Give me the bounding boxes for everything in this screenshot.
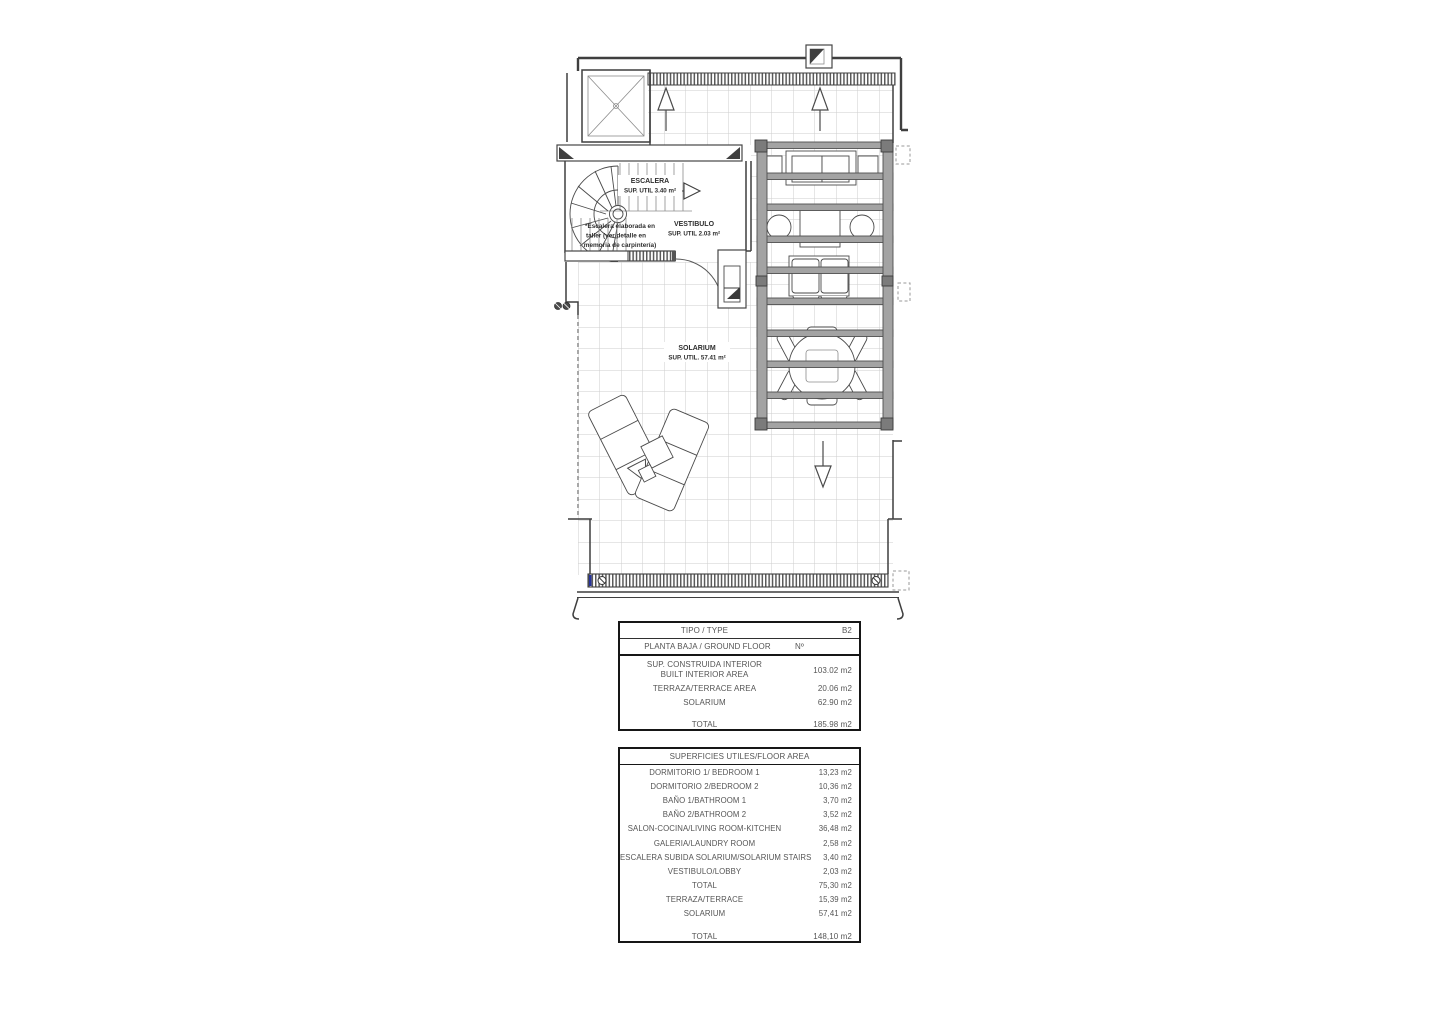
table-row — [620, 623, 859, 639]
row-label: TERRAZA/TERRACE — [665, 895, 744, 905]
row-label: ESCALERA SUBIDA SOLARIUM/SOLARIUM STAIRS — [620, 852, 812, 862]
table-row — [620, 864, 859, 878]
built-label-1: SUP. CONSTRUIDA INTERIOR — [646, 659, 763, 669]
table-row — [620, 779, 859, 793]
row-value: 3,40 m2 — [823, 852, 852, 862]
escalera-title: ESCALERA — [630, 178, 670, 185]
row-label: VESTIBULO/LOBBY — [667, 866, 742, 876]
floor-value: Nº — [795, 642, 804, 651]
table-row — [620, 793, 859, 807]
table-row — [620, 822, 859, 836]
table-row — [620, 659, 859, 681]
table-row — [620, 695, 859, 709]
total-value: 148,10 m2 — [813, 931, 852, 941]
solarium-row-value: 62.90 m2 — [817, 697, 852, 707]
row-label: BAÑO 1/BATHROOM 1 — [662, 795, 747, 805]
row-label: TOTAL — [692, 881, 717, 891]
total-value: 185.98 m2 — [813, 720, 852, 729]
terrace-label: TERRAZA/TERRACE AREA — [652, 683, 757, 693]
row-value: 36,48 m2 — [818, 824, 852, 834]
table-row — [620, 836, 859, 850]
vestibulo-title: VESTIBULO — [673, 221, 715, 228]
solarium-label — [664, 342, 730, 362]
table-row — [620, 808, 859, 822]
escalera-label — [618, 175, 682, 196]
total-label: TOTAL — [691, 931, 718, 941]
table-row-total — [620, 717, 859, 732]
stair-beam — [557, 145, 742, 161]
terrace-value: 20.06 m2 — [817, 683, 852, 693]
vent-grill-strip — [648, 73, 895, 85]
table-row — [620, 765, 859, 779]
table-row-total — [620, 929, 859, 943]
solarium-row-label: SOLARIUM — [683, 697, 726, 707]
row-value: 2,58 m2 — [823, 838, 852, 848]
section-mark — [589, 575, 592, 586]
row-value: 57,41 m2 — [818, 909, 852, 919]
table-row — [620, 681, 859, 695]
svg-text:memoria de carpintería): memoria de carpintería) — [583, 242, 657, 249]
row-value: 15,39 m2 — [818, 895, 852, 905]
row-label: GALERIA/LAUNDRY ROOM — [653, 838, 756, 848]
row-label: SOLARIUM — [683, 909, 726, 919]
type-label: TIPO / TYPE — [680, 626, 729, 635]
built-label-2: BUILT INTERIOR AREA — [660, 670, 749, 679]
summary-table — [618, 621, 861, 731]
built-value: 103.02 m2 — [813, 665, 852, 675]
row-value: 3,52 m2 — [823, 810, 852, 820]
escalera-note — [584, 223, 656, 249]
floor-area-table — [618, 747, 861, 943]
table-row — [620, 907, 859, 921]
vestibule — [668, 161, 751, 251]
row-value: 2,03 m2 — [823, 866, 852, 876]
svg-text:taller (ver detalle en: taller (ver detalle en — [585, 232, 647, 240]
svg-text:*Escalera elaborada en: *Escalera elaborada en — [585, 223, 655, 230]
row-label: DORMITORIO 1/ BEDROOM 1 — [649, 767, 760, 777]
table-row — [620, 850, 859, 864]
row-value: 3,70 m2 — [823, 795, 852, 805]
floor-plan — [540, 35, 920, 620]
escalera-area: SUP. UTIL 3.40 m² — [623, 187, 677, 195]
floor-area-header-label: SUPERFICIES UTILES/FLOOR AREA — [669, 752, 810, 761]
type-value: B2 — [842, 626, 852, 635]
table-row — [620, 893, 859, 907]
skylight — [582, 70, 650, 145]
solarium-title: SOLARIUM — [678, 345, 716, 352]
loveseat — [789, 256, 849, 302]
floor-label: PLANTA BAJA / GROUND FLOOR — [644, 642, 771, 651]
table-row — [620, 639, 859, 656]
vestibulo-area: SUP. UTIL 2.03 m² — [667, 230, 721, 238]
row-label: SALON-COCINA/LIVING ROOM-KITCHEN — [627, 824, 782, 834]
bottom-parapet — [573, 574, 903, 619]
solarium-area: SUP. UTIL. 57.41 m² — [668, 354, 726, 362]
row-value: 75,30 m2 — [818, 881, 852, 891]
row-value: 10,36 m2 — [818, 781, 852, 791]
row-label: BAÑO 2/BATHROOM 2 — [662, 810, 747, 820]
row-label: DORMITORIO 2/BEDROOM 2 — [650, 781, 759, 791]
table-row — [620, 879, 859, 893]
total-label: TOTAL — [691, 720, 718, 729]
floor-area-header — [620, 749, 859, 765]
row-value: 13,23 m2 — [818, 767, 852, 777]
